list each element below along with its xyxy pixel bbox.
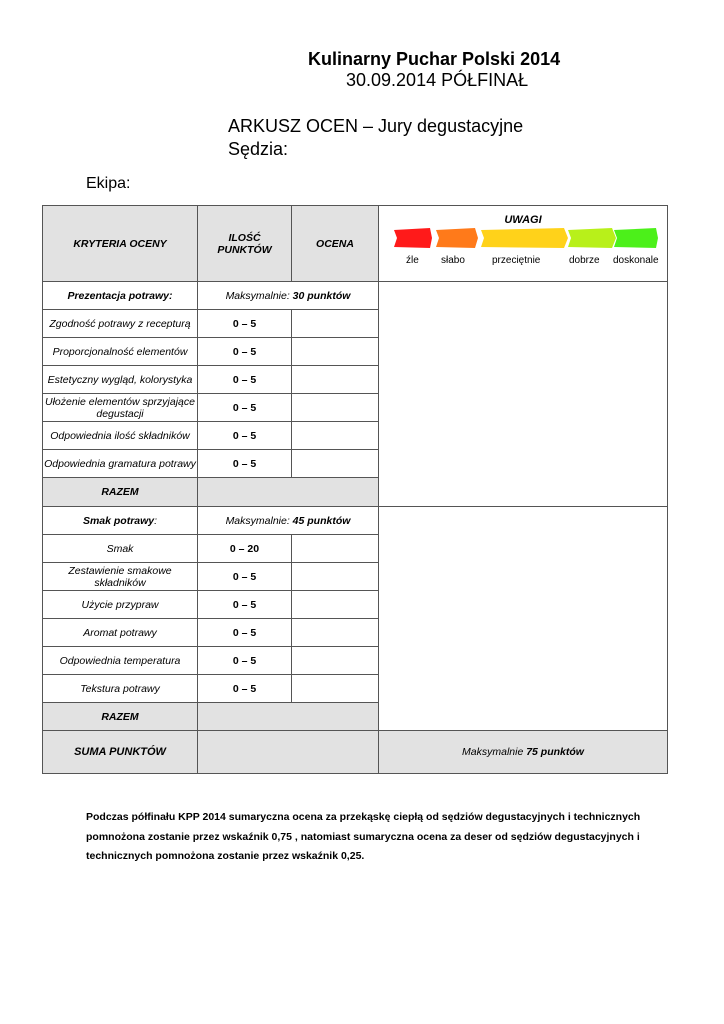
points-header-line1: ILOŚĆ (228, 231, 261, 244)
criterion-label: Odpowiednia temperatura (43, 647, 198, 675)
criterion-label: Estetyczny wygląd, kolorystyka (43, 366, 198, 394)
scale-label-weak: słabo (441, 255, 465, 266)
points-range: 0 – 5 (198, 675, 292, 703)
grade-input-cell[interactable] (292, 563, 379, 591)
remarks-header (379, 206, 668, 282)
grade-input-cell[interactable] (292, 591, 379, 619)
total-value-cell[interactable] (198, 478, 379, 507)
points-range: 0 – 5 (198, 450, 292, 478)
footnote: Podczas półfinału KPP 2014 sumaryczna ocena za przekąskę ciepłą od sędziów degustacyjnych i technicznych pomnożona zostanie przez wskaźnik 0,75 , natomiast sumaryczna ocena za deser od sędziów degustacyjnych i technicznych pomnożona zostanie przez wskaźnik 0,25. (86, 811, 641, 862)
evaluation-table (42, 205, 668, 774)
points-range: 0 – 20 (198, 535, 292, 563)
criterion-label: Użycie przypraw (43, 591, 198, 619)
grade-input-cell[interactable] (292, 450, 379, 478)
max-prefix: Maksymalnie (462, 746, 527, 758)
sheet-title: ARKUSZ OCEN – Jury degustacyjne (228, 116, 524, 136)
points-range: 0 – 5 (198, 310, 292, 338)
criterion-label: Proporcjonalność elementów (43, 338, 198, 366)
remarks-title: UWAGI (504, 214, 542, 226)
date-line: 30.09.2014 PÓŁFINAŁ (346, 70, 529, 90)
criterion-label: Ułożenie elementów sprzyjające degustacji (43, 394, 198, 422)
section-taste-name-text: Smak potrawy (82, 514, 155, 527)
total-label: RAZEM (43, 478, 198, 507)
grade-input-cell[interactable] (292, 422, 379, 450)
criterion-label: Zestawienie smakowe składników (43, 563, 198, 591)
criterion-label: Tekstura potrawy (43, 675, 198, 703)
points-range: 0 – 5 (198, 422, 292, 450)
section-presentation-max (198, 282, 379, 310)
points-range: 0 – 5 (198, 366, 292, 394)
scale-bar-excellent (614, 228, 658, 248)
criterion-label: Smak (43, 535, 198, 563)
points-range: 0 – 5 (198, 591, 292, 619)
points-range: 0 – 5 (198, 619, 292, 647)
points-header (198, 206, 292, 282)
max-value: 45 punktów (292, 514, 351, 527)
team-label: Ekipa: (86, 175, 131, 192)
criterion-label: Zgodność potrawy z recepturą (43, 310, 198, 338)
sum-row (43, 731, 668, 774)
grade-input-cell[interactable] (292, 535, 379, 563)
scale-label-excellent: doskonale (613, 255, 659, 266)
points-range: 0 – 5 (198, 338, 292, 366)
section-taste-name (43, 507, 198, 535)
grade-input-cell[interactable] (292, 394, 379, 422)
table-header-row (43, 206, 668, 282)
grade-input-cell[interactable] (292, 338, 379, 366)
sum-label: SUMA PUNKTÓW (43, 731, 198, 774)
criterion-label: Aromat potrawy (43, 619, 198, 647)
section-taste-max (198, 507, 379, 535)
max-value: 30 punktów (292, 289, 351, 302)
section-presentation-row (43, 282, 668, 310)
points-header-line2: PUNKTÓW (217, 243, 272, 256)
rating-scale-labels (379, 255, 667, 269)
scale-label-bad: źle (406, 255, 419, 266)
scale-bar-weak (436, 228, 478, 248)
sum-max (379, 731, 668, 774)
scale-label-good: dobrze (569, 255, 600, 266)
grade-input-cell[interactable] (292, 366, 379, 394)
remarks-cell-taste[interactable] (379, 507, 668, 731)
max-prefix: Maksymalnie: (225, 289, 293, 302)
scale-bar-average (481, 228, 568, 248)
grade-input-cell[interactable] (292, 647, 379, 675)
max-value: 75 punktów (526, 746, 584, 758)
grade-input-cell[interactable] (292, 310, 379, 338)
max-prefix: Maksymalnie: (225, 514, 293, 527)
judge-label: Sędzia: (228, 139, 289, 159)
document-title: Kulinarny Puchar Polski 2014 (308, 49, 561, 69)
section-presentation-name: Prezentacja potrawy: (43, 282, 198, 310)
section-taste-name-colon: : (154, 514, 158, 527)
points-range: 0 – 5 (198, 394, 292, 422)
sum-value-cell[interactable] (198, 731, 379, 774)
scale-bar-good (568, 228, 616, 248)
total-value-cell[interactable] (198, 703, 379, 731)
total-label: RAZEM (43, 703, 198, 731)
criterion-label: Odpowiednia gramatura potrawy (43, 450, 198, 478)
scale-bar-bad (394, 228, 432, 248)
rating-scale-bars (392, 227, 658, 249)
criteria-header: KRYTERIA OCENY (43, 206, 198, 282)
criterion-label: Odpowiednia ilość składników (43, 422, 198, 450)
points-range: 0 – 5 (198, 647, 292, 675)
section-taste-row (43, 507, 668, 535)
scale-label-average: przeciętnie (492, 255, 541, 266)
grade-header: OCENA (292, 206, 379, 282)
remarks-cell-presentation[interactable] (379, 282, 668, 507)
grade-input-cell[interactable] (292, 675, 379, 703)
points-range: 0 – 5 (198, 563, 292, 591)
grade-input-cell[interactable] (292, 619, 379, 647)
